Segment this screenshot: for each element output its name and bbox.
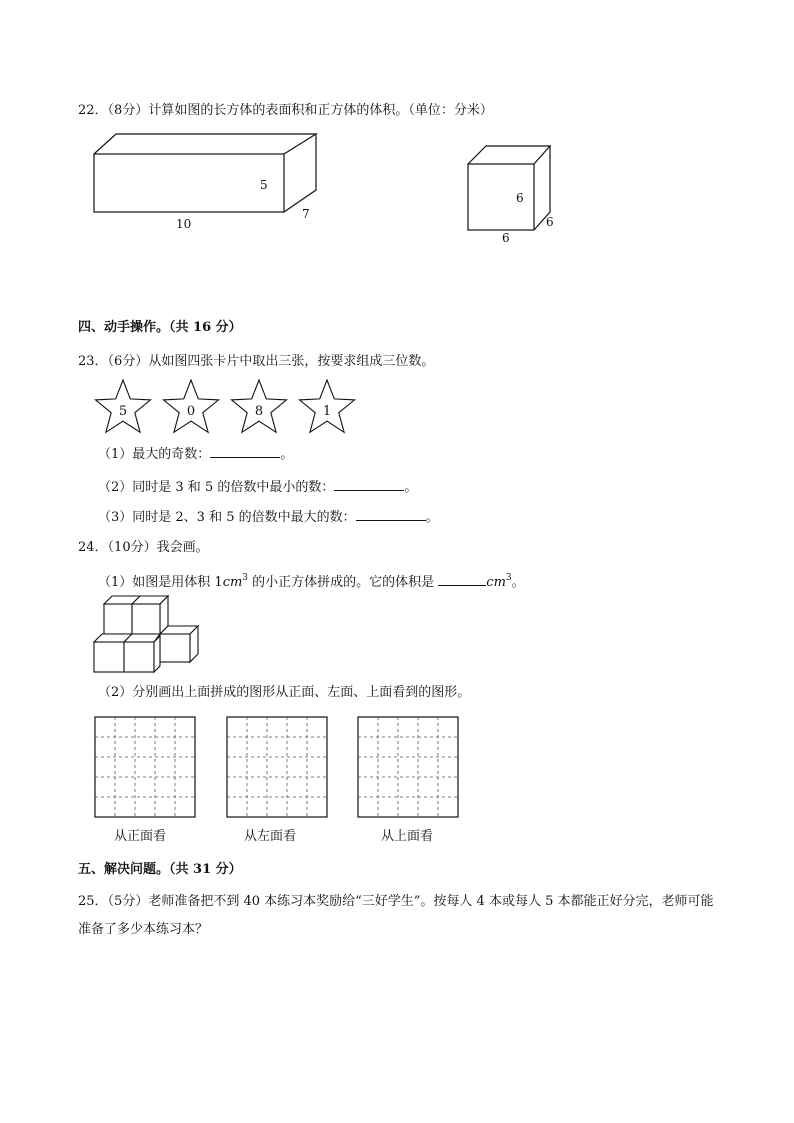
cuboid-height-label: 5 — [260, 178, 268, 192]
cube-length-label: 6 — [502, 231, 510, 245]
q23-sub2-text: （2）同时是 3 和 5 的倍数中最小的数： — [98, 480, 335, 495]
q24-sub1 — [98, 569, 525, 592]
stacked-cubes-figure — [92, 592, 204, 676]
q24-sub1-sup: 3 — [242, 573, 249, 583]
q23-sub3-text: （3）同时是 2、3 和 5 的倍数中最大的数： — [98, 510, 356, 525]
cube-bottom-left — [94, 642, 124, 672]
q23-sub3-end: 。 — [425, 510, 439, 525]
cube-figure — [462, 142, 562, 246]
q24-sub1-end: 。 — [511, 575, 525, 590]
cuboid-front-face — [94, 154, 284, 212]
grid-front-label: 从正面看 — [114, 829, 167, 844]
cuboid-length-label: 10 — [176, 217, 192, 231]
cube-top-face — [468, 146, 550, 164]
cube-top-left — [104, 604, 132, 634]
cube-width-label: 6 — [546, 215, 554, 229]
q23-sub1 — [98, 445, 293, 464]
q24-sub2: （2）分别画出上面拼成的图形从正面、左面、上面看到的图形。 — [98, 685, 471, 700]
grid-top-view[interactable] — [357, 716, 459, 818]
star-card-1-digit: 5 — [118, 404, 128, 419]
question-25 — [78, 888, 718, 944]
cuboid-width-label: 7 — [302, 207, 310, 221]
star-card-4-digit: 1 — [322, 404, 332, 419]
cuboid-top-face — [94, 134, 316, 154]
question-24: 24．（10分）我会画。 — [78, 540, 209, 555]
cube-height-label: 6 — [516, 191, 524, 205]
star-card-2-digit: 0 — [186, 404, 196, 419]
grid-left-label: 从左面看 — [244, 829, 297, 844]
section-5-title: 五、解决问题。（共 31 分） — [78, 862, 242, 877]
grid-top-label: 从上面看 — [381, 829, 434, 844]
cuboid-figure — [88, 132, 328, 232]
section-4-title: 四、动手操作。（共 16 分） — [78, 320, 242, 335]
grid-front-view[interactable] — [94, 716, 196, 818]
q23-sub1-answer-blank[interactable] — [210, 445, 280, 458]
q23-sub3-answer-blank[interactable] — [356, 508, 426, 521]
cube-front-face — [468, 164, 534, 230]
cube-top-right — [132, 604, 160, 634]
q23-sub2-answer-blank[interactable] — [334, 478, 404, 491]
q23-sub3 — [98, 508, 439, 527]
q23-sub1-text: （1）最大的奇数： — [98, 447, 211, 462]
question-25-text: 25．（5分）老师准备把不到 40 本练习本奖励给“三好学生”。按每人 4 本或每人 5 本都能正好分完，老师可能准备了多少本练习本？ — [78, 894, 714, 937]
cube-right — [160, 634, 190, 662]
q24-sub1-answer-sup: 3 — [505, 573, 512, 583]
q23-sub1-end: 。 — [280, 447, 294, 462]
star-card-3-digit: 8 — [254, 404, 264, 419]
cuboid-side-face — [284, 134, 316, 212]
q24-sub1-text-a: （1）如图是用体积 1 — [98, 575, 223, 590]
q24-volume-answer-blank[interactable] — [438, 573, 486, 586]
cube-bottom-middle — [124, 642, 154, 672]
question-23: 23．（6分）从如图四张卡片中取出三张，按要求组成三位数。 — [78, 354, 435, 369]
q23-sub2-end: 。 — [404, 480, 418, 495]
q24-sub1-text-b: 的小正方体拼成的。它的体积是 — [248, 575, 439, 590]
star-cards — [92, 378, 364, 440]
grid-left-view[interactable] — [226, 716, 328, 818]
q24-sub1-answer-unit: cm — [486, 575, 506, 590]
q24-sub1-unit: cm — [222, 575, 243, 590]
question-22: 22．（8分）计算如图的长方体的表面积和正方体的体积。（单位：分米） — [78, 103, 493, 118]
q23-sub2 — [98, 478, 417, 497]
